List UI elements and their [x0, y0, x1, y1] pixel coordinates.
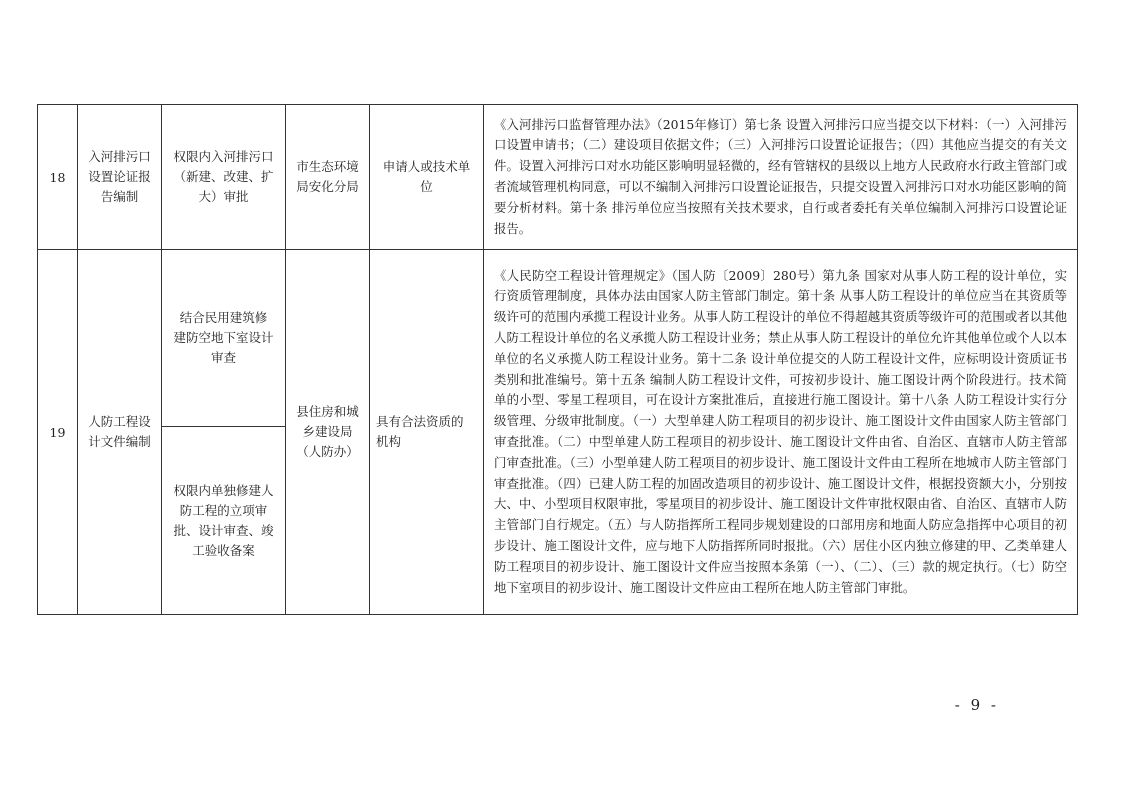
department: [286, 250, 370, 615]
sub-item: [162, 105, 286, 250]
text-line: （新建、改建、扩: [173, 169, 274, 184]
row-number: 19: [38, 250, 78, 615]
text-line: 权限内入河排污口: [173, 149, 274, 164]
legal-basis: [484, 105, 1078, 250]
text-line: （人防办）: [296, 444, 359, 459]
requirement: [370, 250, 484, 615]
permission-table: [37, 104, 1078, 615]
text-line: 计文件编制: [88, 434, 151, 449]
text-line: 市生态环境: [296, 159, 359, 174]
text-line: 机构: [376, 434, 402, 449]
text-line: 权限内单独修建人: [173, 482, 274, 498]
text-line: 县住房和城: [296, 404, 359, 419]
text-line: 审查: [210, 350, 236, 365]
text-line: 告编制: [100, 189, 139, 204]
text-line: 工验收备案: [192, 542, 255, 558]
text-line: 批、设计审查、竣: [173, 522, 274, 538]
text-line: 防工程的立项审: [179, 502, 268, 518]
legal-basis: [484, 250, 1078, 615]
text-line: 局安化分局: [296, 179, 359, 194]
department: [286, 105, 370, 250]
sub-item: [162, 427, 286, 615]
text-line: 申请人或技术单: [382, 159, 471, 174]
text-line: 入河排污口: [88, 149, 151, 164]
table-row: [38, 250, 1078, 427]
legal-basis-text: 《入河排污口监督管理办法》（2015年修订）第七条 设置入河排污口应当提交以下材料：（一）入河排污口设置申请书；（二）建设项目依据文件；（三）入河排污口设置论证报告；（四）其他应当提交的有关文件。设置入河排污口对水功能区影响明显轻微的，经有管辖权的县级以上地方人民政府水行政主管部门或者流域管理机构同意，可以不编制入河排污口设置论证报告，只提交设置入河排污口对水功能区影响的简要分析材料。第十条 排污单位应当按照有关技术要求，自行或者委托有关单位编制入河排污口设置论证报告。: [494, 116, 1067, 236]
item-name: [78, 250, 162, 615]
table-row: [38, 105, 1078, 250]
text-line: 设置论证报: [88, 169, 151, 184]
text-line: 大）审批: [198, 189, 249, 204]
requirement: [370, 105, 484, 250]
legal-basis-text: 《人民防空工程设计管理规定》（国人防〔2009〕280号）第九条 国家对从事人防工程的设计单位，实行资质管理制度，具体办法由国家人防主管部门制定。第十条 从事人防工程设计的单位应当在其资质等级许可的范围内承揽工程设计业务。从事人防工程设计的单位不得超越其资质等级许可的范围或者以其他人防工程设计单位的名义承揽人防工程设计业务；禁止从事人防工程设计的单位允许其他单位或个人以本单位的名义承揽人防工程设计业务。第十二条 设计单位提交的人防工程设计文件，应标明设计资质证书类别和批准编号。第十五条 编制人防工程设计文件，可按初步设计、施工图设计两个阶段进行。技术简单的小型、零星工程项目，可在设计方案批准后，直接进行施工图设计。第十八条 人防工程设计实行分级管理、分级审批制度。（一）大型单建人防工程项目的初步设计、施工图设计文件由国家人防主管部门审查批准。（二）中型单建人防工程项目的初步设计、施工图设计文件由省、自治区、直辖市人防主管部门审查批准。（三）小型单建人防工程项目的初步设计、施工图设计文件由工程所在地城市人防主管部门审查批准。（四）已建人防工程的加固改造项目的初步设计、施工图设计文件，根据投资额大小，分别按大、中、小型项目权限审批，零星项目的初步设计、施工图设计文件审批权限由省、自治区、直辖市人防主管部门自行规定。（五）与人防指挥所工程同步规划建设的口部用房和地面人防应急指挥中心项目的初步设计、施工图设计文件，应与地下人防指挥所同时报批。（六）居住小区内独立修建的甲、乙类单建人防工程项目的初步设计、施工图设计文件应当按照本条第（一）、（二）、（三）款的规定执行。（七）防空地下室项目的初步设计、施工图设计文件应由工程所在地人防主管部门审批。: [494, 267, 1067, 595]
row-number: 18: [38, 105, 78, 250]
text-line: 建防空地下室设计: [173, 330, 274, 345]
item-name: [78, 105, 162, 250]
text-line: 具有合法资质的: [376, 414, 464, 429]
page-number: - 9 -: [954, 696, 999, 714]
text-line: 位: [420, 179, 433, 194]
text-line: 乡建设局: [302, 424, 353, 439]
text-line: 人防工程设: [88, 414, 151, 429]
text-line: 结合民用建筑修: [179, 310, 268, 325]
sub-item: [162, 250, 286, 427]
